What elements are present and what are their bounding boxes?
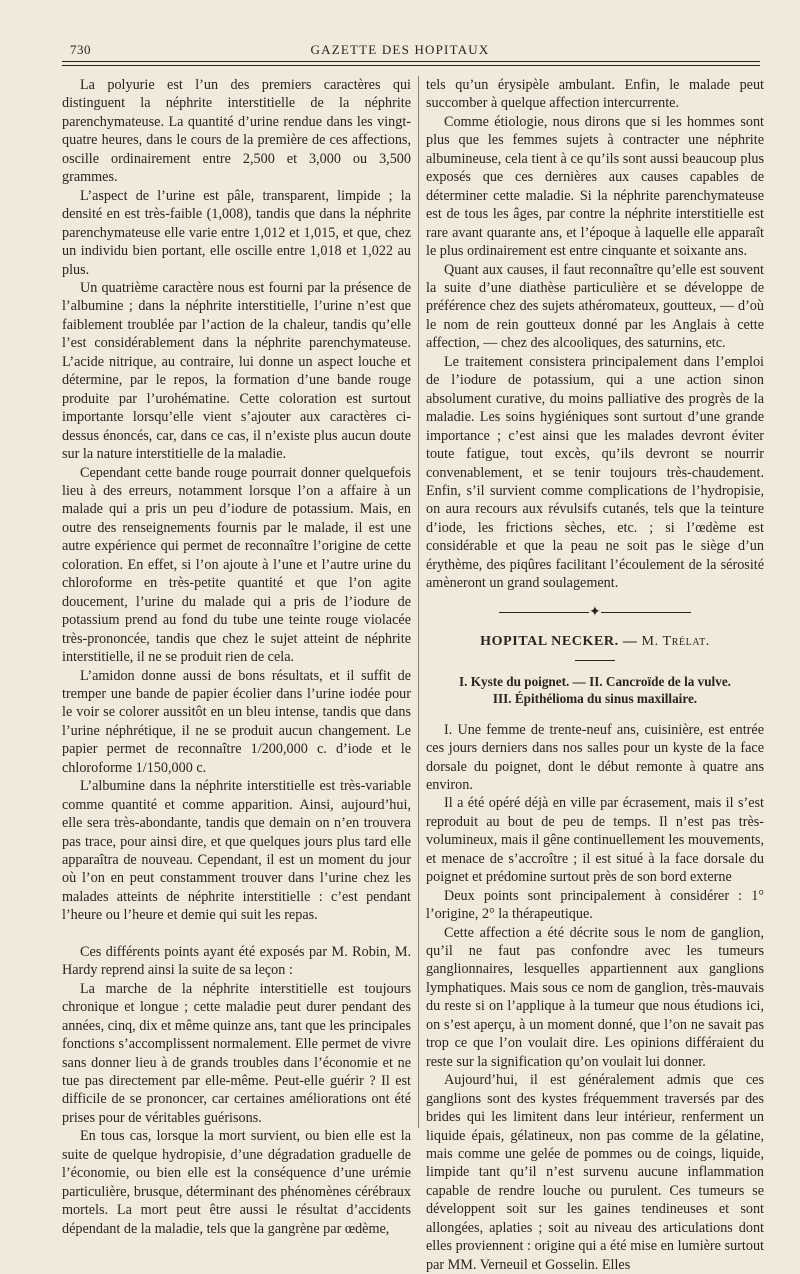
paragraph: L’albumine dans la néphrite interstitielle est très-variable comme quantité et comme apparition. Ainsi, aujourd’hui, elle sera très-abondante, tandis que demain on n’en trouvera pas trace, pour ainsi dire, et que quelques jours plus tard elle apparaîtra de nouveau. Cependant, il est un moment du jour où l’on en peut constamment trouver dans l’urine chez les malades atteints de néphrite interstitielle : c’est pendant l’heure ou l’heure et demie qui suit les repas. — [62, 778, 411, 924]
paragraph: Un quatrième caractère nous est fourni par la présence de l’albumine ; dans la néphrite interstitielle, l’urine n’est que faiblement troublée par l’action de la chaleur, tandis qu’elle l’est considérablement dans la néphrite parenchymateuse. L’acide nitrique, au contraire, lui donne un aspect louche et détermine, par le repos, la formation d’une bande rouge produite par l’urohématine. Cette coloration est surtout importante lorsqu’elle vient s’ajouter aux caractères ci-dessus énoncés, car, dans ce cas, il n’existe plus aucun doute sur la nature interstitielle de la maladie. — [62, 279, 411, 463]
paragraph: tels qu’un érysipèle ambulant. Enfin, le malade peut succomber à quelque affection intercurrente. — [426, 77, 764, 112]
spacer — [62, 925, 411, 943]
column-divider — [418, 76, 419, 1128]
paragraph: En tous cas, lorsque la mort survient, ou bien elle est la suite de quelque hydropisie, d’une dégradation graduelle de l’économie, ou bien elle est la conséquence d’une urémie particulière, brusque, déterminant des phénomènes cérébraux mortels. La mort peut être aussi le résultat d’accidents dépendant de la maladie, tels que la gangrène par œdème, — [62, 1128, 411, 1237]
section-heading — [426, 633, 764, 651]
section-separator: ✦ — [426, 603, 764, 621]
paragraph: Cependant cette bande rouge pourrait donner quelquefois lieu à des erreurs, notamment lorsque l’on a affaire à un malade qui a pris un peu d’iodure de potassium. Mais, en outre des renseignements fournis par le malade, il est une autre expérience qui permet de reconnaître l’origine de cette coloration. En effet, si l’on ajoute à l’une et l’autre urine du chloroforme en très-petite quantité et que l’on agite doucement, l’urine du malade qui a pris de l’iodure de potassium prend au fond du tube une teinte rouge violacée très-prononcée, tandis que chez le sujet atteint de néphrite interstitielle, il ne se produit rien de cela. — [62, 464, 411, 666]
paragraph: Cette affection a été décrite sous le nom de ganglion, qu’il ne faut pas confondre avec les tumeurs ganglionnaires, lesquelles appartiennent aux ganglions lymphatiques. Mais sous ce nom de ganglion, très-mauvais du reste si on l’applique à la tumeur que nous étudions ici, on s’est aperçu, à un moment donné, que l’on ne savait pas trop ce que l’on voulait dire. Les opinions différaient du reste sur la signification qu’on voulait lui donner. — [426, 924, 764, 1070]
paragraph: I. Une femme de trente-neuf ans, cuisinière, est entrée ces jours derniers dans nos salles pour un kyste de la face dorsale du poignet, dont le début remonte à quatre ans environ. — [426, 721, 764, 793]
paragraph: Comme étiologie, nous dirons que si les hommes sont plus que les femmes sujets à contracter une néphrite albumineuse, cela tient à ce qu’ils sont aussi beaucoup plus exposés que ces dernières aux causes capables de déterminer cette maladie. Si la néphrite parenchymateuse est de tous les âges, par contre la néphrite interstitielle est rare avant quarante ans, et l’époque à laquelle elle apparaît le plus ordinairement est entre cinquante et soixante ans. — [426, 113, 764, 260]
paragraph: La marche de la néphrite interstitielle est toujours chronique et longue ; cette maladie peut durer pendant des années, cinq, dix et même quinze ans, tant que les principales fonctions s’accomplissent normalement. Elle permet de vivre sans donner lieu à de grands troubles dans l’économie et ne tue pas directement par elle-même. Peut-elle guérir ? Il est difficile de se prononcer, car certaines améliorations ont été prises pour de véritables guérisons. — [62, 980, 411, 1126]
paragraph: Le traitement consistera principalement dans l’emploi de l’iodure de potassium, qui a une action sinon absolument curative, du moins palliative des progrès de la maladie. Les soins hygiéniques sont surtout d’une grande importance ; c’est ainsi que les malades devront éviter toute fatigue, tout excès, qu’ils devront se nourrir convenablement, et se tenir toujours très-chaudement. Enfin, s’il survient comme complications de l’hydropisie, on aura recours aux révulsifs cutanés, tels que la teinture d’iode, les frictions sèches, etc. ; si l’œdème est considérable et que la peau ne soit pas le siège d’un érythème, des piqûres facilitant l’écoulement de la sérosité amèneront un grand soulagement. — [426, 353, 764, 592]
paragraph: L’amidon donne aussi de bons résultats, et il suffit de tremper une bande de papier écolier dans l’urine iodée pour le voir se colorer aussitôt en un bleu intense, tandis que dans l’urine néphrétique, il ne se produit aucun changement. Le papier permet de reconnaître 1/200,000 c. d’iode et le chloroforme 1/150,000 c. — [62, 667, 411, 776]
paragraph: Quant aux causes, il faut reconnaître qu’elle est souvent la suite d’une diathèse particulière et se développe de préférence chez des sujets athéromateux, goutteux, — d’où le nom de rein goutteux donné par les Anglais à cette affection, — chez des alcooliques, des saturnins, etc. — [426, 261, 764, 352]
paragraph: La polyurie est l’un des premiers caractères qui distinguent la néphrite interstitielle de la néphrite parenchymateuse. La quantité d’urine rendue dans les vingt-quatre heures, dans le cours de la première de ces affections, oscille ordinairement entre 2,500 et 3,000 ou 3,500 grammes. — [62, 77, 411, 186]
paragraph: Il a été opéré déjà en ville par écrasement, mais il s’est reproduit au bout de peu de temps. Il n’est pas très-volumineux, mais il gêne continuellement les mouvements, et menace de s’accroître ; il est situé à la face dorsale du poignet et prédomine surtout près de son bord externe — [426, 795, 764, 886]
short-rule — [575, 660, 615, 661]
subheading: III. Épithélioma du sinus maxillaire. — [492, 690, 698, 706]
paragraph: L’aspect de l’urine est pâle, transparent, limpide ; la densité en est très-faible (1,008), tandis que dans la néphrite parenchymateuse elle varie entre 1,012 et 1,015, et que, chez un individu bien portant, elle oscille entre 1,018 et 1,022 au plus. — [62, 187, 411, 278]
left-column — [62, 76, 411, 1238]
header-rule — [62, 61, 760, 62]
paragraph: Ces différents points ayant été exposés par M. Robin, M. Hardy reprend ainsi la suite de sa leçon : — [62, 943, 411, 979]
page-number: 730 — [70, 42, 91, 57]
doctor-name: M. Trélat. — [641, 634, 710, 650]
header-rule-thin — [62, 65, 760, 66]
paragraph: Deux points sont principalement à considérer : 1° l’origine, 2° la thérapeutique. — [426, 887, 764, 923]
subheadings — [426, 673, 764, 707]
hospital-name: HOPITAL NECKER. — — [480, 634, 642, 650]
subheading: I. Kyste du poignet. — II. Cancroïde de la vulve. — [459, 673, 731, 689]
right-column — [426, 76, 764, 1274]
running-title: GAZETTE DES HOPITAUX — [310, 42, 490, 57]
paragraph: Aujourd’hui, il est généralement admis que ces ganglions sont des kystes fréquemment traversés par des brides qui les limitent dans leur intérieur, renferment un liquide épais, gélatineux, non pas comme de la gélatine, mais comme une gelée de pommes ou de coings, liquide, limpide tant qu’il n’est survenu aucune inflammation capable de rendre louche ou purulent. Ces tumeurs se développent soit sur les gaines tendineuses et sont allongées, aplaties ; soit au niveau des articulations dont elles proviennent : origine qui a été mise en lumière surtout par MM. Verneuil et Gosselin. Elles — [426, 1072, 764, 1273]
